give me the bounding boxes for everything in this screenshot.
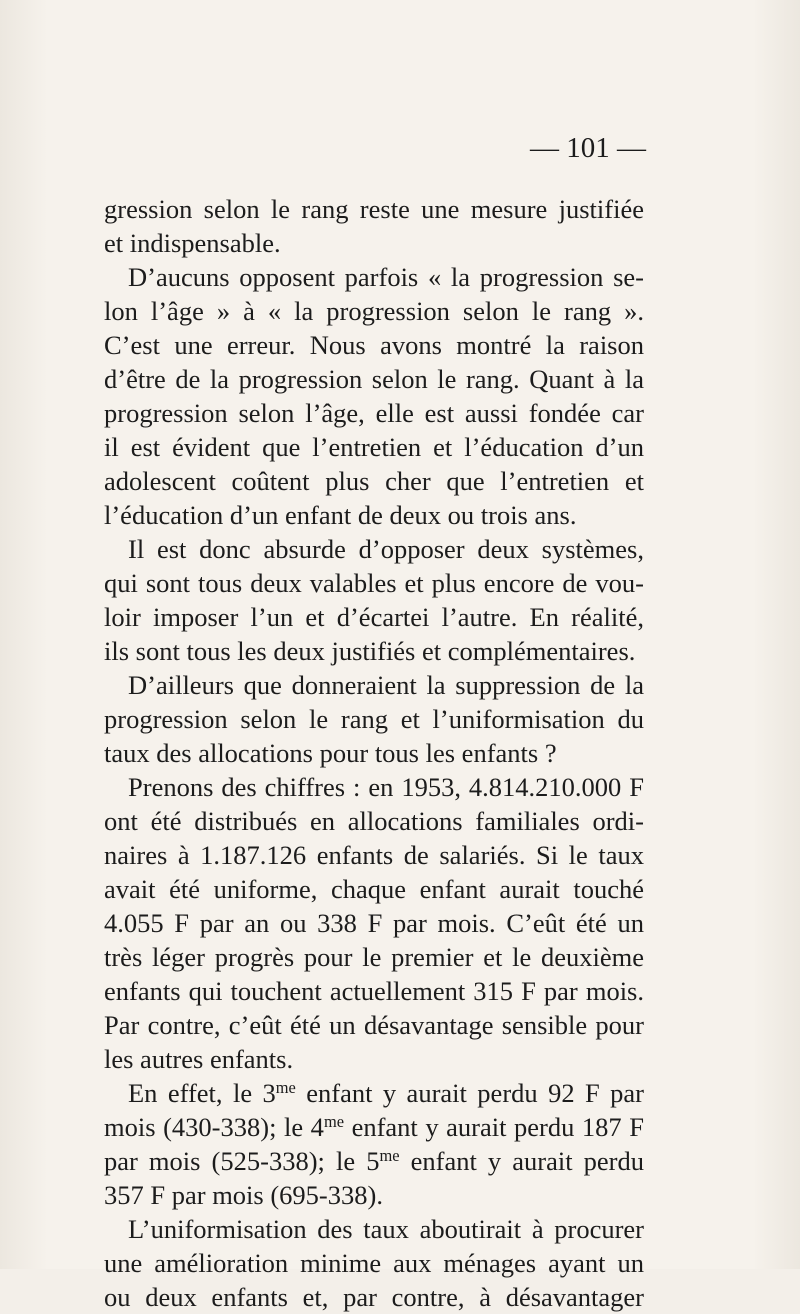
text-line: loir imposer l’un et d’écartei l’autre. En réalité, xyxy=(104,602,644,632)
text-line: D’aucuns opposent parfois « la progression se- xyxy=(128,262,644,292)
text-span: En effet, le 3 xyxy=(128,1078,276,1108)
text-line: ont été distribués en allocations familiales ordi- xyxy=(104,806,644,836)
text-line xyxy=(104,1076,644,1110)
text-line xyxy=(104,1144,644,1178)
text-line: très léger progrès pour le premier et le deuxième xyxy=(104,942,644,972)
text-line: les autres enfants. xyxy=(104,1044,294,1074)
text-line: progression selon le rang et l’uniformisation du xyxy=(104,704,644,734)
text-line: Il est donc absurde d’opposer deux systèmes, xyxy=(128,534,644,564)
text-span: par mois (525-338); le 5 xyxy=(104,1146,380,1176)
text-line: il est évident que l’entretien et l’éducation d’un xyxy=(104,432,644,462)
text-line: taux des allocations pour tous les enfants ? xyxy=(104,738,557,768)
text-line: d’être de la progression selon le rang. Quant à la xyxy=(104,364,644,394)
text-line: une amélioration minime aux ménages ayant un xyxy=(104,1248,644,1278)
text-line: avait été uniforme, chaque enfant aurait touché xyxy=(104,874,644,904)
text-span: mois (430-338); le 4 xyxy=(104,1112,324,1142)
text-line: adolescent coûtent plus cher que l’entretien et xyxy=(104,466,644,496)
text-span: enfant y aurait perdu xyxy=(399,1146,644,1176)
text-line: naires à 1.187.126 enfants de salariés. Si le taux xyxy=(104,840,644,870)
text-line: L’uniformisation des taux aboutirait à procurer xyxy=(128,1214,644,1244)
text-line: qui sont tous deux valables et plus encore de vou- xyxy=(104,568,644,598)
page-number: — 101 — xyxy=(530,132,646,164)
text-line: ils sont tous les deux justifiés et complémentaires. xyxy=(104,636,636,666)
text-line: lon l’âge » à « la progression selon le rang ». xyxy=(104,296,644,326)
text-line: gression selon le rang reste une mesure justifiée xyxy=(104,194,644,224)
text-line: D’ailleurs que donneraient la suppression de la xyxy=(128,670,644,700)
ordinal-superscript: me xyxy=(379,1145,400,1165)
text-line: 4.055 F par an ou 338 F par mois. C’eût été un xyxy=(104,908,644,938)
body-text xyxy=(104,192,644,1314)
text-line: et indispensable. xyxy=(104,228,281,258)
text-line: C’est une erreur. Nous avons montré la raison xyxy=(104,330,644,360)
ordinal-superscript: me xyxy=(275,1077,296,1097)
text-span: enfant y aurait perdu 187 F xyxy=(344,1112,644,1142)
text-line: l’éducation d’un enfant de deux ou trois ans. xyxy=(104,500,577,530)
text-line: 357 F par mois (695-338). xyxy=(104,1180,383,1210)
text-line: progression selon l’âge, elle est aussi fondée car xyxy=(104,398,644,428)
text-line: ou deux enfants et, par contre, à désavantager xyxy=(104,1282,644,1312)
text-line: Par contre, c’eût été un désavantage sensible pour xyxy=(104,1010,644,1040)
text-span: enfant y aurait perdu 92 F par xyxy=(295,1078,644,1108)
ordinal-superscript: me xyxy=(323,1111,344,1131)
text-line xyxy=(104,1110,644,1144)
text-line: enfants qui touchent actuellement 315 F par mois. xyxy=(104,976,644,1006)
text-line: Prenons des chiffres : en 1953, 4.814.210.000 F xyxy=(128,772,644,802)
